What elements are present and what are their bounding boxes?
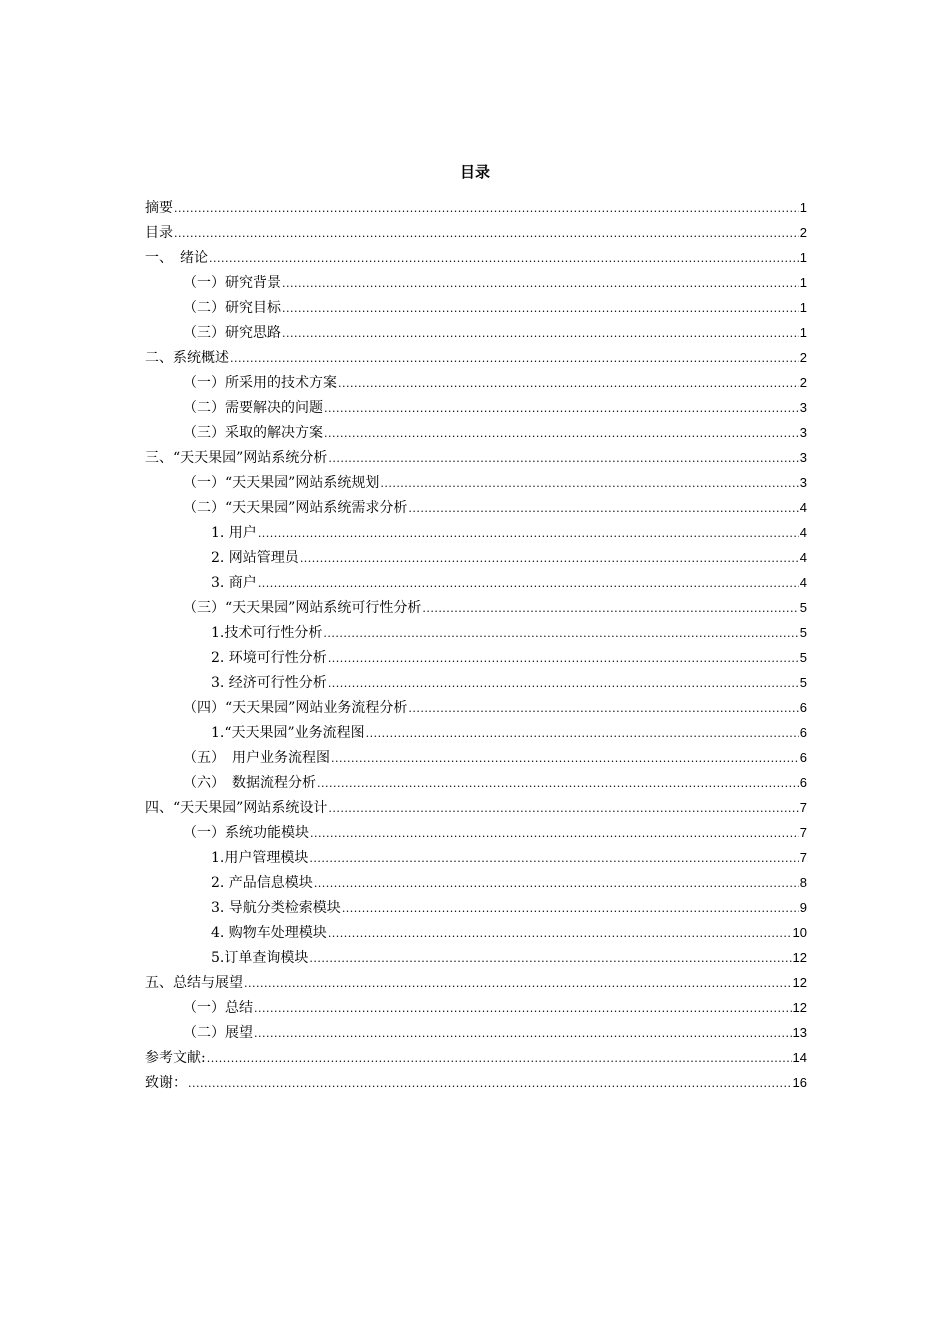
toc-entry[interactable] (145, 1045, 807, 1070)
toc-entry-page-number: 6 (799, 700, 807, 715)
toc-entry-label: 3. 导航分类检索模块 (211, 900, 341, 916)
toc-entry-label: 1.技术可行性分析 (211, 625, 323, 641)
toc-entry[interactable] (145, 745, 807, 770)
toc-entry-page-number: 1 (799, 300, 807, 315)
toc-entry-page-number: 5 (799, 600, 807, 615)
toc-entry-label: 2. 网站管理员 (211, 550, 299, 566)
toc-entry-label: （二）“天天果园”网站系统需求分析 (183, 500, 408, 516)
toc-entry[interactable] (145, 245, 807, 270)
toc-entry-page-number: 5 (799, 625, 807, 640)
toc-leader-dots (188, 1071, 792, 1096)
toc-entry-label: （五） 用户业务流程图 (183, 750, 330, 766)
toc-entry-page-number: 4 (799, 575, 807, 590)
toc-entry-page-number: 6 (799, 750, 807, 765)
toc-entry[interactable] (145, 1020, 807, 1045)
toc-leader-dots (366, 721, 799, 746)
toc-entry-label: 5.订单查询模块 (211, 950, 309, 966)
toc-entry-page-number: 6 (799, 775, 807, 790)
toc-entry-page-number: 7 (799, 825, 807, 840)
toc-leader-dots (174, 221, 799, 246)
toc-leader-dots (422, 596, 798, 621)
toc-entry-page-number: 10 (792, 925, 807, 940)
toc-entry-label: 致谢： (145, 1075, 187, 1091)
toc-entry[interactable] (145, 795, 807, 820)
toc-leader-dots (254, 996, 792, 1021)
toc-entry-label: 2. 产品信息模块 (211, 875, 313, 891)
toc-entry-label: 三、“天天果园”网站系统分析 (145, 450, 328, 466)
toc-entry[interactable] (145, 1070, 807, 1095)
toc-entry-page-number: 4 (799, 550, 807, 565)
toc-leader-dots (328, 796, 798, 821)
toc-entry-page-number: 2 (799, 350, 807, 365)
toc-entry[interactable] (145, 720, 807, 745)
toc-entry-page-number: 1 (799, 250, 807, 265)
toc-leader-dots (314, 871, 799, 896)
toc-leader-dots (254, 1021, 792, 1046)
toc-entry-label: 摘要 (145, 200, 173, 216)
toc-entry[interactable] (145, 395, 807, 420)
toc-entry-page-number: 12 (792, 975, 807, 990)
toc-entry-label: （二）研究目标 (183, 300, 281, 316)
toc-leader-dots (328, 921, 792, 946)
toc-leader-dots (300, 546, 799, 571)
toc-leader-dots (342, 896, 799, 921)
toc-entry-label: （三）“天天果园”网站系统可行性分析 (183, 600, 422, 616)
toc-leader-dots (244, 971, 792, 996)
toc-entry-page-number: 4 (799, 500, 807, 515)
toc-entry-label: 参考文献: (145, 1050, 206, 1066)
toc-entry-label: （三）采取的解决方案 (183, 425, 323, 441)
toc-entry-label: 1. 用户 (211, 525, 257, 541)
toc-entry-page-number: 12 (792, 950, 807, 965)
toc-leader-dots (331, 746, 799, 771)
toc-leader-dots (328, 671, 799, 696)
toc-entry-page-number: 1 (799, 200, 807, 215)
toc-entry-label: 3. 经济可行性分析 (211, 675, 327, 691)
toc-entry-label: （二）需要解决的问题 (183, 400, 323, 416)
toc-leader-dots (328, 446, 798, 471)
toc-entry[interactable] (145, 220, 807, 245)
toc-leader-dots (207, 1046, 792, 1071)
toc-leader-dots (408, 496, 798, 521)
toc-entry-page-number: 1 (799, 325, 807, 340)
toc-entry-label: （三）研究思路 (183, 325, 281, 341)
toc-entry-page-number: 5 (799, 650, 807, 665)
toc-entry-page-number: 5 (799, 675, 807, 690)
toc-entry-page-number: 6 (799, 725, 807, 740)
toc-entry-page-number: 1 (799, 275, 807, 290)
toc-entry[interactable] (145, 645, 807, 670)
toc-entry-label: 1.用户管理模块 (211, 850, 309, 866)
toc-leader-dots (328, 646, 799, 671)
toc-entry[interactable] (145, 270, 807, 295)
toc-entry-label: 4. 购物车处理模块 (211, 925, 327, 941)
toc-leader-dots (317, 771, 799, 796)
toc-leader-dots (338, 371, 799, 396)
toc-entry-page-number: 3 (799, 475, 807, 490)
toc-leader-dots (230, 346, 799, 371)
toc-entry[interactable] (145, 695, 807, 720)
toc-entry[interactable] (145, 370, 807, 395)
toc-leader-dots (380, 471, 798, 496)
toc-leader-dots (310, 821, 799, 846)
toc-leader-dots (282, 271, 799, 296)
toc-title: 目录 (459, 163, 490, 181)
toc-entry-label: （四）“天天果园”网站业务流程分析 (183, 700, 408, 716)
toc-entry-label: （二）展望 (183, 1025, 253, 1041)
toc-entry-page-number: 8 (799, 875, 807, 890)
toc-entry-page-number: 9 (799, 900, 807, 915)
toc-entry-label: 目录 (145, 225, 173, 241)
toc-entry-label: 四、“天天果园”网站系统设计 (145, 800, 328, 816)
toc-entry[interactable] (145, 870, 807, 895)
toc-leader-dots (323, 621, 798, 646)
toc-entry-page-number: 16 (792, 1075, 807, 1090)
toc-entry-label: 2. 环境可行性分析 (211, 650, 327, 666)
toc-entry-page-number: 3 (799, 400, 807, 415)
toc-leader-dots (258, 571, 799, 596)
toc-entry[interactable] (145, 520, 807, 545)
toc-entry[interactable] (145, 595, 807, 620)
toc-entry[interactable] (145, 920, 807, 945)
toc-entry-label: 1.“天天果园”业务流程图 (211, 725, 365, 741)
toc-entry-page-number: 12 (792, 1000, 807, 1015)
toc-leader-dots (258, 521, 799, 546)
toc-entry-label: （六） 数据流程分析 (183, 775, 316, 791)
toc-entry-label: 一、 绪论 (145, 250, 208, 266)
toc-leader-dots (309, 946, 791, 971)
toc-entry-page-number: 2 (799, 375, 807, 390)
toc-entry-label: 五、总结与展望 (145, 975, 243, 991)
toc-list (145, 195, 807, 1095)
toc-entry[interactable] (145, 470, 807, 495)
toc-entry-label: （一）“天天果园”网站系统规划 (183, 475, 380, 491)
toc-entry[interactable] (145, 445, 807, 470)
toc-entry[interactable] (145, 570, 807, 595)
toc-entry-page-number: 3 (799, 450, 807, 465)
toc-entry-page-number: 4 (799, 525, 807, 540)
toc-entry[interactable] (145, 820, 807, 845)
toc-leader-dots (408, 696, 798, 721)
toc-entry[interactable] (145, 320, 807, 345)
toc-entry[interactable] (145, 995, 807, 1020)
toc-entry-label: （一）总结 (183, 1000, 253, 1016)
toc-entry-page-number: 13 (792, 1025, 807, 1040)
toc-entry-label: 二、系统概述 (145, 350, 229, 366)
toc-entry[interactable] (145, 845, 807, 870)
toc-entry[interactable] (145, 420, 807, 445)
toc-entry[interactable] (145, 895, 807, 920)
toc-entry[interactable] (145, 620, 807, 645)
toc-entry-label: （一）所采用的技术方案 (183, 375, 337, 391)
toc-entry[interactable] (145, 970, 807, 995)
toc-leader-dots (174, 196, 799, 221)
toc-entry[interactable] (145, 770, 807, 795)
toc-entry[interactable] (145, 295, 807, 320)
toc-leader-dots (209, 246, 799, 271)
toc-leader-dots (324, 421, 799, 446)
toc-leader-dots (282, 321, 799, 346)
toc-entry-label: 3. 商户 (211, 575, 257, 591)
toc-entry[interactable] (145, 670, 807, 695)
toc-entry-page-number: 14 (792, 1050, 807, 1065)
toc-entry[interactable] (145, 945, 807, 970)
toc-leader-dots (282, 296, 799, 321)
toc-entry-page-number: 3 (799, 425, 807, 440)
toc-leader-dots (309, 846, 798, 871)
toc-entry[interactable] (145, 195, 807, 220)
toc-entry-page-number: 7 (799, 800, 807, 815)
toc-entry[interactable] (145, 345, 807, 370)
toc-entry-label: （一）研究背景 (183, 275, 281, 291)
toc-leader-dots (324, 396, 799, 421)
toc-entry[interactable] (145, 545, 807, 570)
toc-entry[interactable] (145, 495, 807, 520)
toc-entry-label: （一）系统功能模块 (183, 825, 309, 841)
toc-entry-page-number: 7 (799, 850, 807, 865)
toc-entry-page-number: 2 (799, 225, 807, 240)
